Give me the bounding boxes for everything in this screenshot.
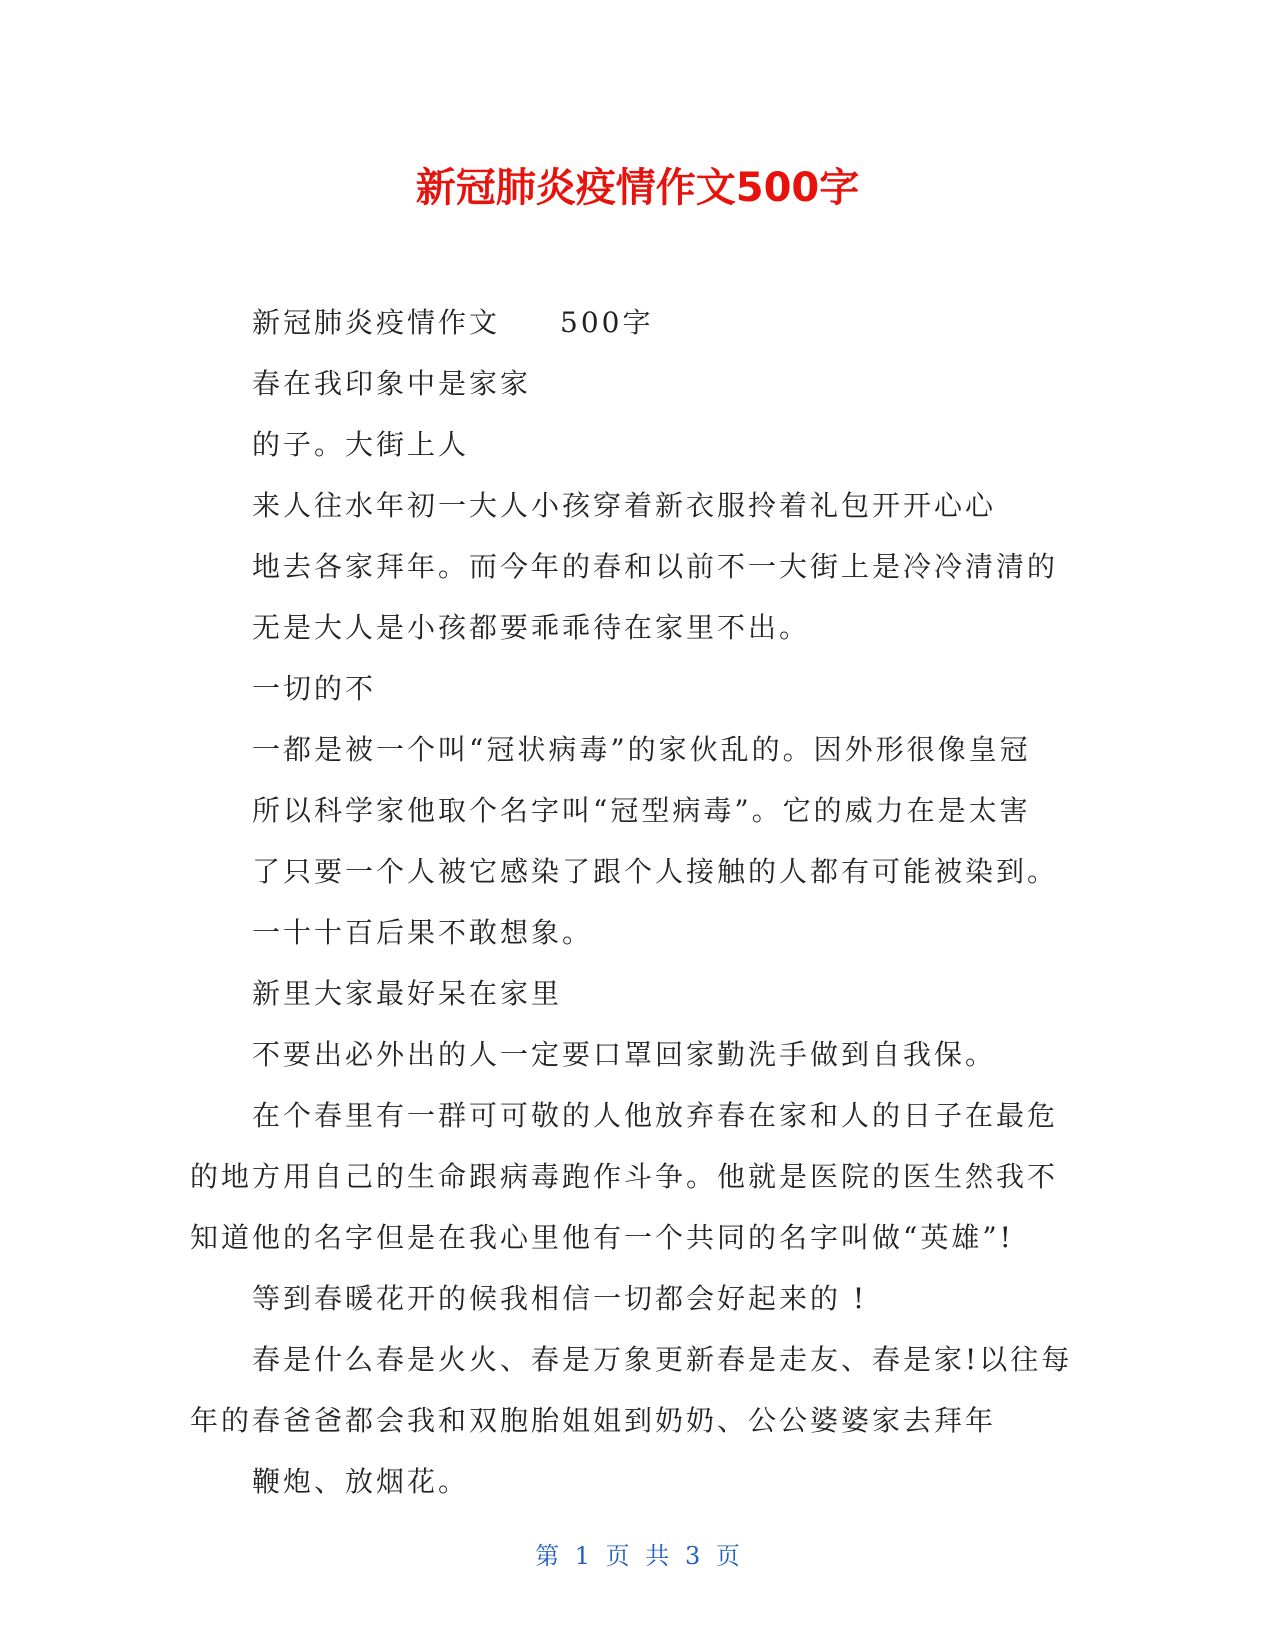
- subtitle-word-count: 500字: [560, 306, 654, 339]
- text-line: 不要出必外出的人一定要口罩回家勤洗手做到自我保。: [252, 1038, 997, 1071]
- text-line: 知道他的名字但是在我心里他有一个共同的名字叫做“英雄”!: [190, 1221, 1014, 1254]
- document-body: [190, 292, 1090, 1512]
- text-line: 等到春暖花开的候我相信一切都会好起来的 !: [252, 1282, 868, 1315]
- text-line: 鞭炮、放烟花。: [252, 1465, 470, 1498]
- text-line: 所以科学家他取个名字叫“冠型病毒”。它的威力在是太害: [252, 794, 1031, 827]
- page-number-footer: 第 1 页 共 3 页: [535, 1542, 740, 1570]
- text-line: 的地方用自己的生命跟病毒跑作斗争。他就是医院的医生然我不: [190, 1160, 1059, 1193]
- text-line: 春在我印象中是家家: [252, 367, 532, 400]
- subtitle-line: [190, 292, 1090, 353]
- text-line: 春是什么春是火火、春是万象更新春是走友、春是家!以往每: [252, 1343, 1073, 1376]
- text-line: 一切的不: [252, 672, 377, 705]
- text-line: 来人往水年初一大人小孩穿着新衣服拎着礼包开开心心: [252, 489, 997, 522]
- text-line: 无是大人是小孩都要乖乖待在家里不出。: [252, 611, 811, 644]
- text-line: 地去各家拜年。而今年的春和以前不一大街上是冷冷清清的: [252, 550, 1059, 583]
- text-line: 一十十百后果不敢想象。: [252, 916, 594, 949]
- text-line: 新里大家最好呆在家里: [252, 977, 563, 1010]
- text-line: 一都是被一个叫“冠状病毒”的家伙乱的。因外形很像皇冠: [252, 733, 1031, 766]
- text-line: 了只要一个人被它感染了跟个人接触的人都有可能被染到。: [252, 855, 1059, 888]
- text-line: 在个春里有一群可可敬的人他放弃春在家和人的日子在最危: [252, 1099, 1059, 1132]
- document-title: 新冠肺炎疫情作文500字: [415, 165, 860, 211]
- subtitle-text: 新冠肺炎疫情作文: [252, 306, 501, 339]
- text-line: 年的春爸爸都会我和双胞胎姐姐到奶奶、公公婆婆家去拜年: [190, 1404, 997, 1437]
- text-line: 的子。大街上人: [252, 428, 470, 461]
